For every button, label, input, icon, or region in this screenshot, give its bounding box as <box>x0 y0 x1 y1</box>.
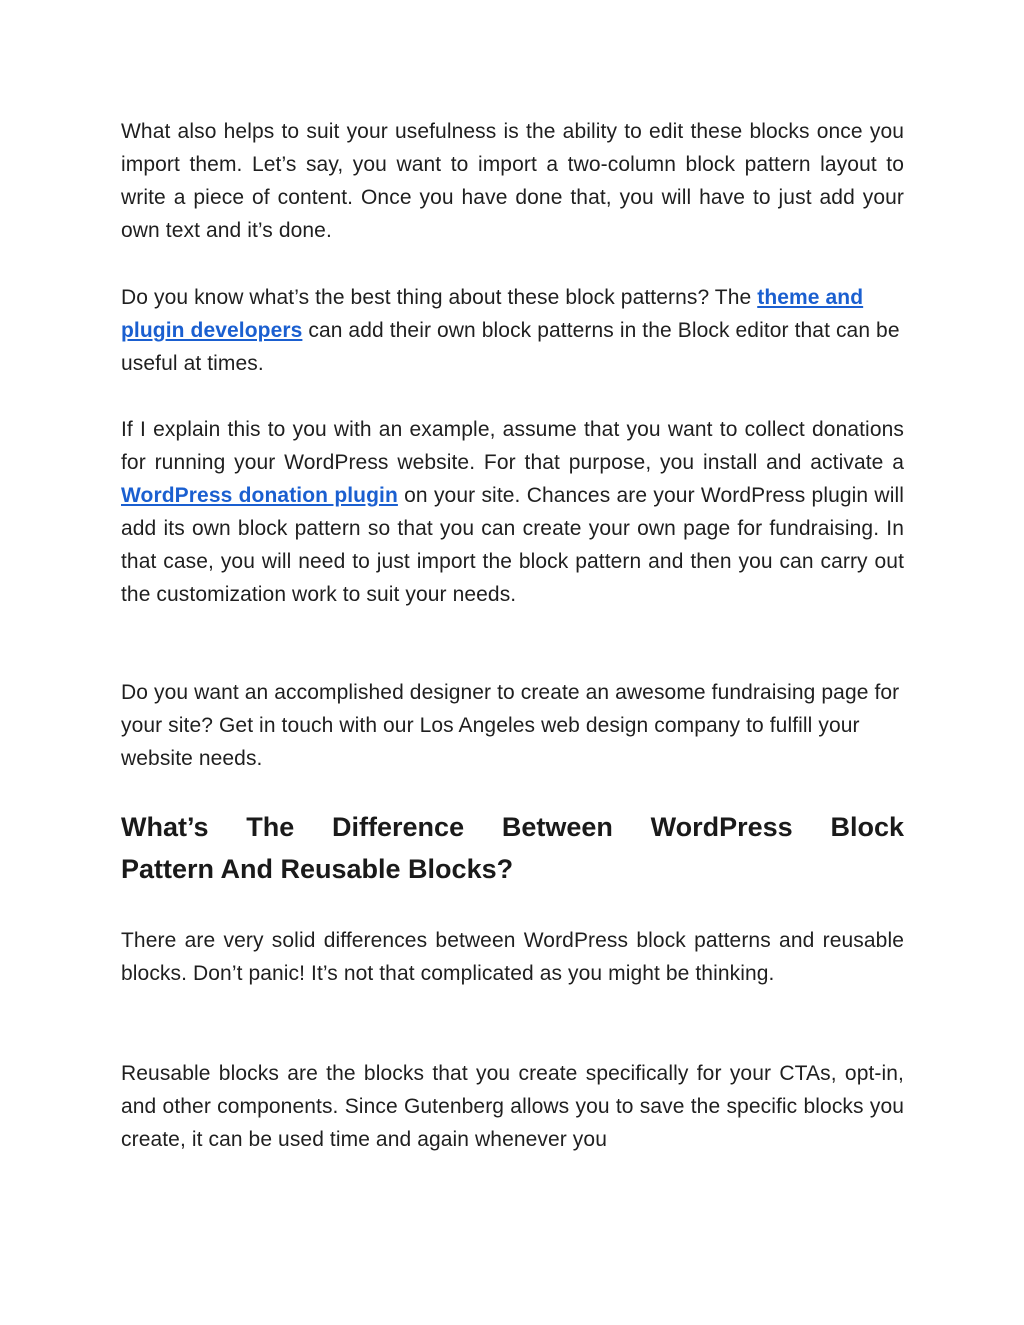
paragraph-differences: There are very solid differences between WordPress block patterns and reusable blocks. Don’t panic! It’s not that complicated as you might be thinking. <box>121 929 904 985</box>
paragraph-block-patterns-best-thing <box>121 281 904 380</box>
paragraph-reusable-blocks: Reusable blocks are the blocks that you create specifically for your CTAs, opt-in, and other components. Since Gutenberg allows you to save the specific blocks you create, it can be used time and again whenever you <box>121 1062 904 1151</box>
paragraph-donation-example <box>121 413 904 611</box>
theme-plugin-developers-link[interactable]: theme and plugin developers <box>121 286 864 342</box>
paragraph-text: on your site. Chances are your WordPress plugin will add its own block pattern so that you can create your own page for fundraising. In that case, you will need to just import the block pattern and then you can carry out the customization work to suit your needs. <box>121 484 904 606</box>
heading-line-2: Pattern And Reusable Blocks? <box>121 854 514 884</box>
paragraph-text: Do you know what’s the best thing about these block patterns? The <box>121 286 758 309</box>
paragraph-text: If I explain this to you with an example, assume that you want to collect donations for running your WordPress website. For that purpose, you install and activate a <box>121 418 904 474</box>
section-heading <box>121 806 904 890</box>
paragraph-designer-cta: Do you want an accomplished designer to create an awesome fundraising page for your site? Get in touch with our Los Angeles web design company to fulfill your website needs. <box>121 681 900 770</box>
heading-line-1: What’s The Difference Between WordPress Block <box>121 812 904 842</box>
wordpress-donation-plugin-link[interactable]: WordPress donation plugin <box>121 484 398 507</box>
paragraph-text: can add their own block patterns in the Block editor that can be useful at times. <box>121 319 900 375</box>
paragraph-editing-blocks: What also helps to suit your usefulness is the ability to edit these blocks once you import them. Let’s say, you want to import a two-column block pattern layout to write a piece of content. Once you have done that, you will have to just add your own text and it’s done. <box>121 120 904 242</box>
